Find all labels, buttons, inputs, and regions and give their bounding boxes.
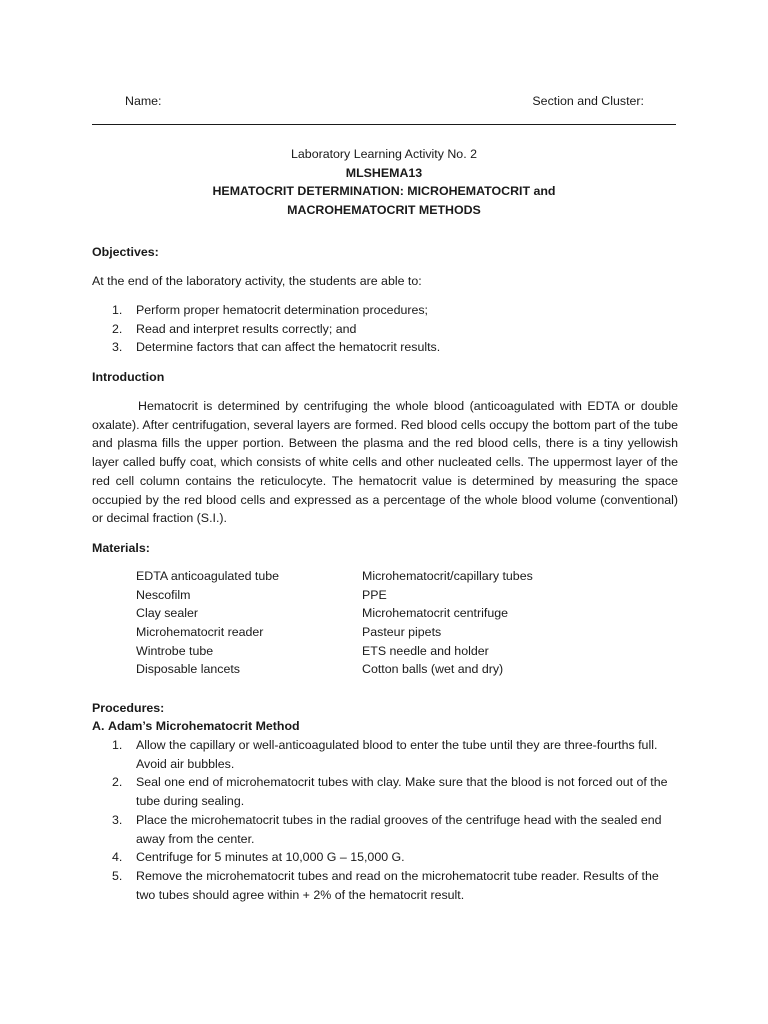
section-cluster-label: Section and Cluster: — [532, 94, 644, 108]
header-rule — [92, 124, 676, 125]
material-item: Cotton balls (wet and dry) — [362, 662, 504, 677]
list-item: 4. Centrifuge for 5 minutes at 10,000 G – 15,000 G. — [112, 850, 405, 865]
material-item: Disposable lancets — [136, 662, 241, 677]
materials-grid — [136, 567, 606, 679]
material-item: Pasteur pipets — [362, 625, 442, 640]
list-item: 3. Place the microhematocrit tubes in the radial grooves of the centrifuge head with the sealed end away from the center. — [112, 812, 662, 846]
list-item: 5. Remove the microhematocrit tubes and read on the microhematocrit tube reader. Results of the two tubes should agree within + 2% of the hematocrit result. — [112, 868, 659, 902]
material-item: Wintrobe tube — [136, 643, 214, 658]
title-line-1: HEMATOCRIT DETERMINATION: MICROHEMATOCRIT and — [212, 184, 556, 199]
method-a-title: Adam’s Microhematocrit Method — [108, 719, 300, 733]
method-a-heading — [92, 717, 694, 736]
objectives-heading: Objectives: — [92, 245, 159, 259]
title-block — [92, 145, 676, 220]
list-item: 3. Determine factors that can affect the hematocrit results. — [112, 340, 441, 355]
list-item: 1. Allow the capillary or well-anticoagulated blood to enter the tube until they are three-fourths full. Avoid air bubbles. — [112, 738, 658, 771]
introduction-paragraph: Hematocrit is determined by centrifuging the whole blood (anticoagulated with EDTA or double oxalate). After centrifugation, several layers are formed. Red blood cells occupy the bottom part of the tube and plasma fills the upper portion. Between the plasma and the red blood cells, there is a tiny yellowish layer called buffy coat, which consists of white cells and other nucleated cells. The uppermost layer of the red cell column contains the reticulocyte. The hematocrit value is determined by measuring the space occupied by the red blood cells and expressed as a percentage of the whole blood volume (conventional) or decimal fraction (S.I.). — [92, 399, 678, 526]
material-item: Microhematocrit centrifuge — [362, 606, 508, 621]
objectives-intro: At the end of the laboratory activity, the students are able to: — [92, 274, 422, 288]
list-item: 2. Read and interpret results correctly; and — [112, 321, 357, 336]
material-item: Microhematocrit/capillary tubes — [362, 569, 533, 583]
objectives-list — [92, 301, 678, 357]
material-item: Microhematocrit reader — [136, 625, 264, 640]
title-line-2: MACROHEMATOCRIT METHODS — [287, 203, 481, 218]
material-item: EDTA anticoagulated tube — [136, 569, 280, 583]
course-code: MLSHEMA13 — [345, 165, 423, 180]
name-label: Name: — [125, 94, 162, 108]
procedure-steps — [92, 736, 680, 904]
materials-heading: Materials: — [92, 541, 150, 555]
material-item: Clay sealer — [136, 606, 198, 621]
material-item: Nescofilm — [136, 587, 191, 602]
method-a-letter: A. — [92, 719, 105, 733]
list-item: 2. Seal one end of microhematocrit tubes with clay. Make sure that the blood is not forced out of the tube during sealing. — [112, 775, 668, 809]
material-item: PPE — [362, 587, 387, 602]
introduction-heading: Introduction — [92, 370, 165, 384]
procedures-heading: Procedures: — [92, 701, 165, 715]
material-item: ETS needle and holder — [362, 643, 489, 658]
activity-number: Laboratory Learning Activity No. 2 — [291, 147, 477, 161]
list-item: 1. Perform proper hematocrit determination procedures; — [112, 303, 429, 317]
